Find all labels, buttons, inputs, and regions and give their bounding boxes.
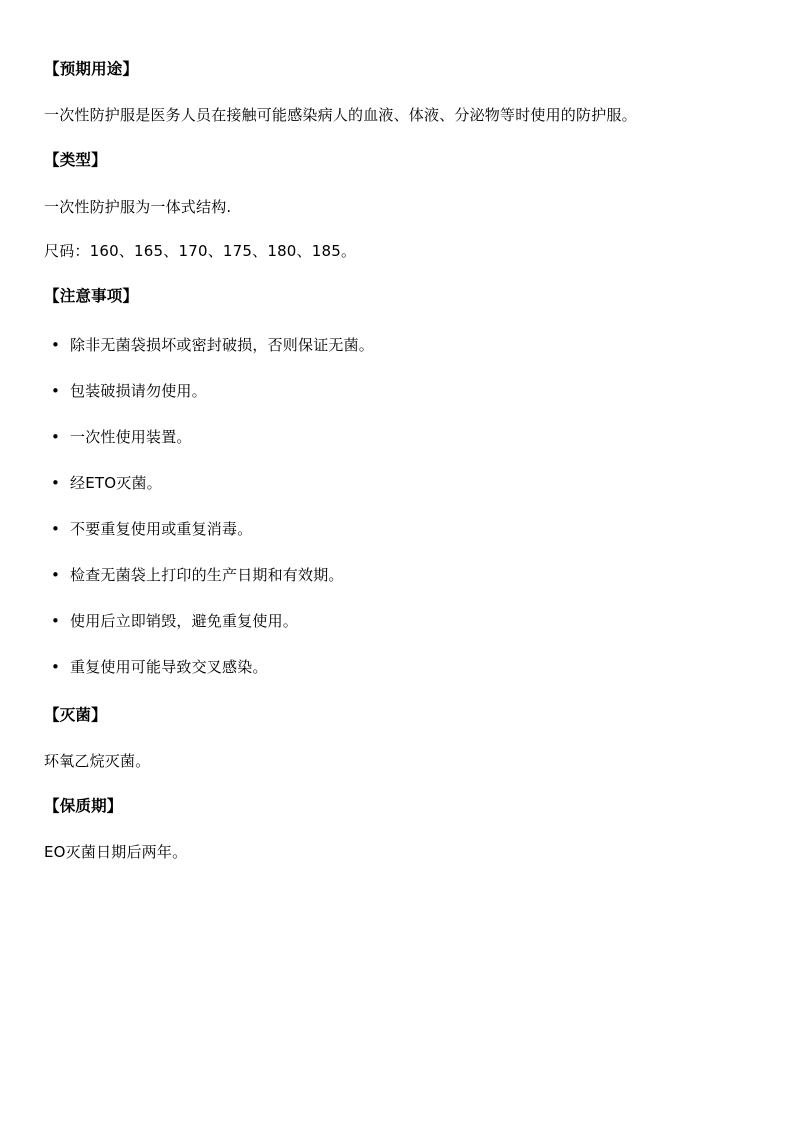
list-item: • 使用后立即销毁，避免重复使用。	[44, 598, 756, 644]
list-item: • 不要重复使用或重复消毒。	[44, 506, 756, 552]
section-heading: 【类型】	[44, 151, 107, 170]
document-body	[44, 40, 756, 874]
section-heading: 【保质期】	[44, 797, 123, 815]
list-item: • 检查无菌袋上打印的生产日期和有效期。	[44, 552, 756, 598]
paragraph: 环氧乙烷灭菌。	[44, 752, 151, 770]
list-item: • 除非无菌袋损坏或密封破损，否则保证无菌。	[44, 322, 756, 368]
section-heading: 【灭菌】	[44, 705, 107, 724]
list-item: • 一次性使用装置。	[44, 414, 756, 460]
list-item: • 重复使用可能导致交叉感染。	[44, 644, 756, 690]
list-item: • 经ETO灭菌。	[44, 460, 756, 506]
page-bottom-spacer	[44, 874, 756, 994]
section-heading: 【注意事项】	[44, 286, 139, 305]
section-heading: 【预期用途】	[44, 60, 139, 78]
list-item: • 包装破损请勿使用。	[44, 368, 756, 414]
paragraph: 尺码：160、165、170、175、180、185。	[44, 241, 357, 260]
paragraph: 一次性防护服为一体式结构.	[44, 197, 232, 216]
paragraph: EO灭菌日期后两年。	[44, 843, 188, 862]
bullet-list	[44, 320, 756, 692]
paragraph: 一次性防护服是医务人员在接触可能感染病人的血液、体液、分泌物等时使用的防护服。	[44, 106, 637, 125]
